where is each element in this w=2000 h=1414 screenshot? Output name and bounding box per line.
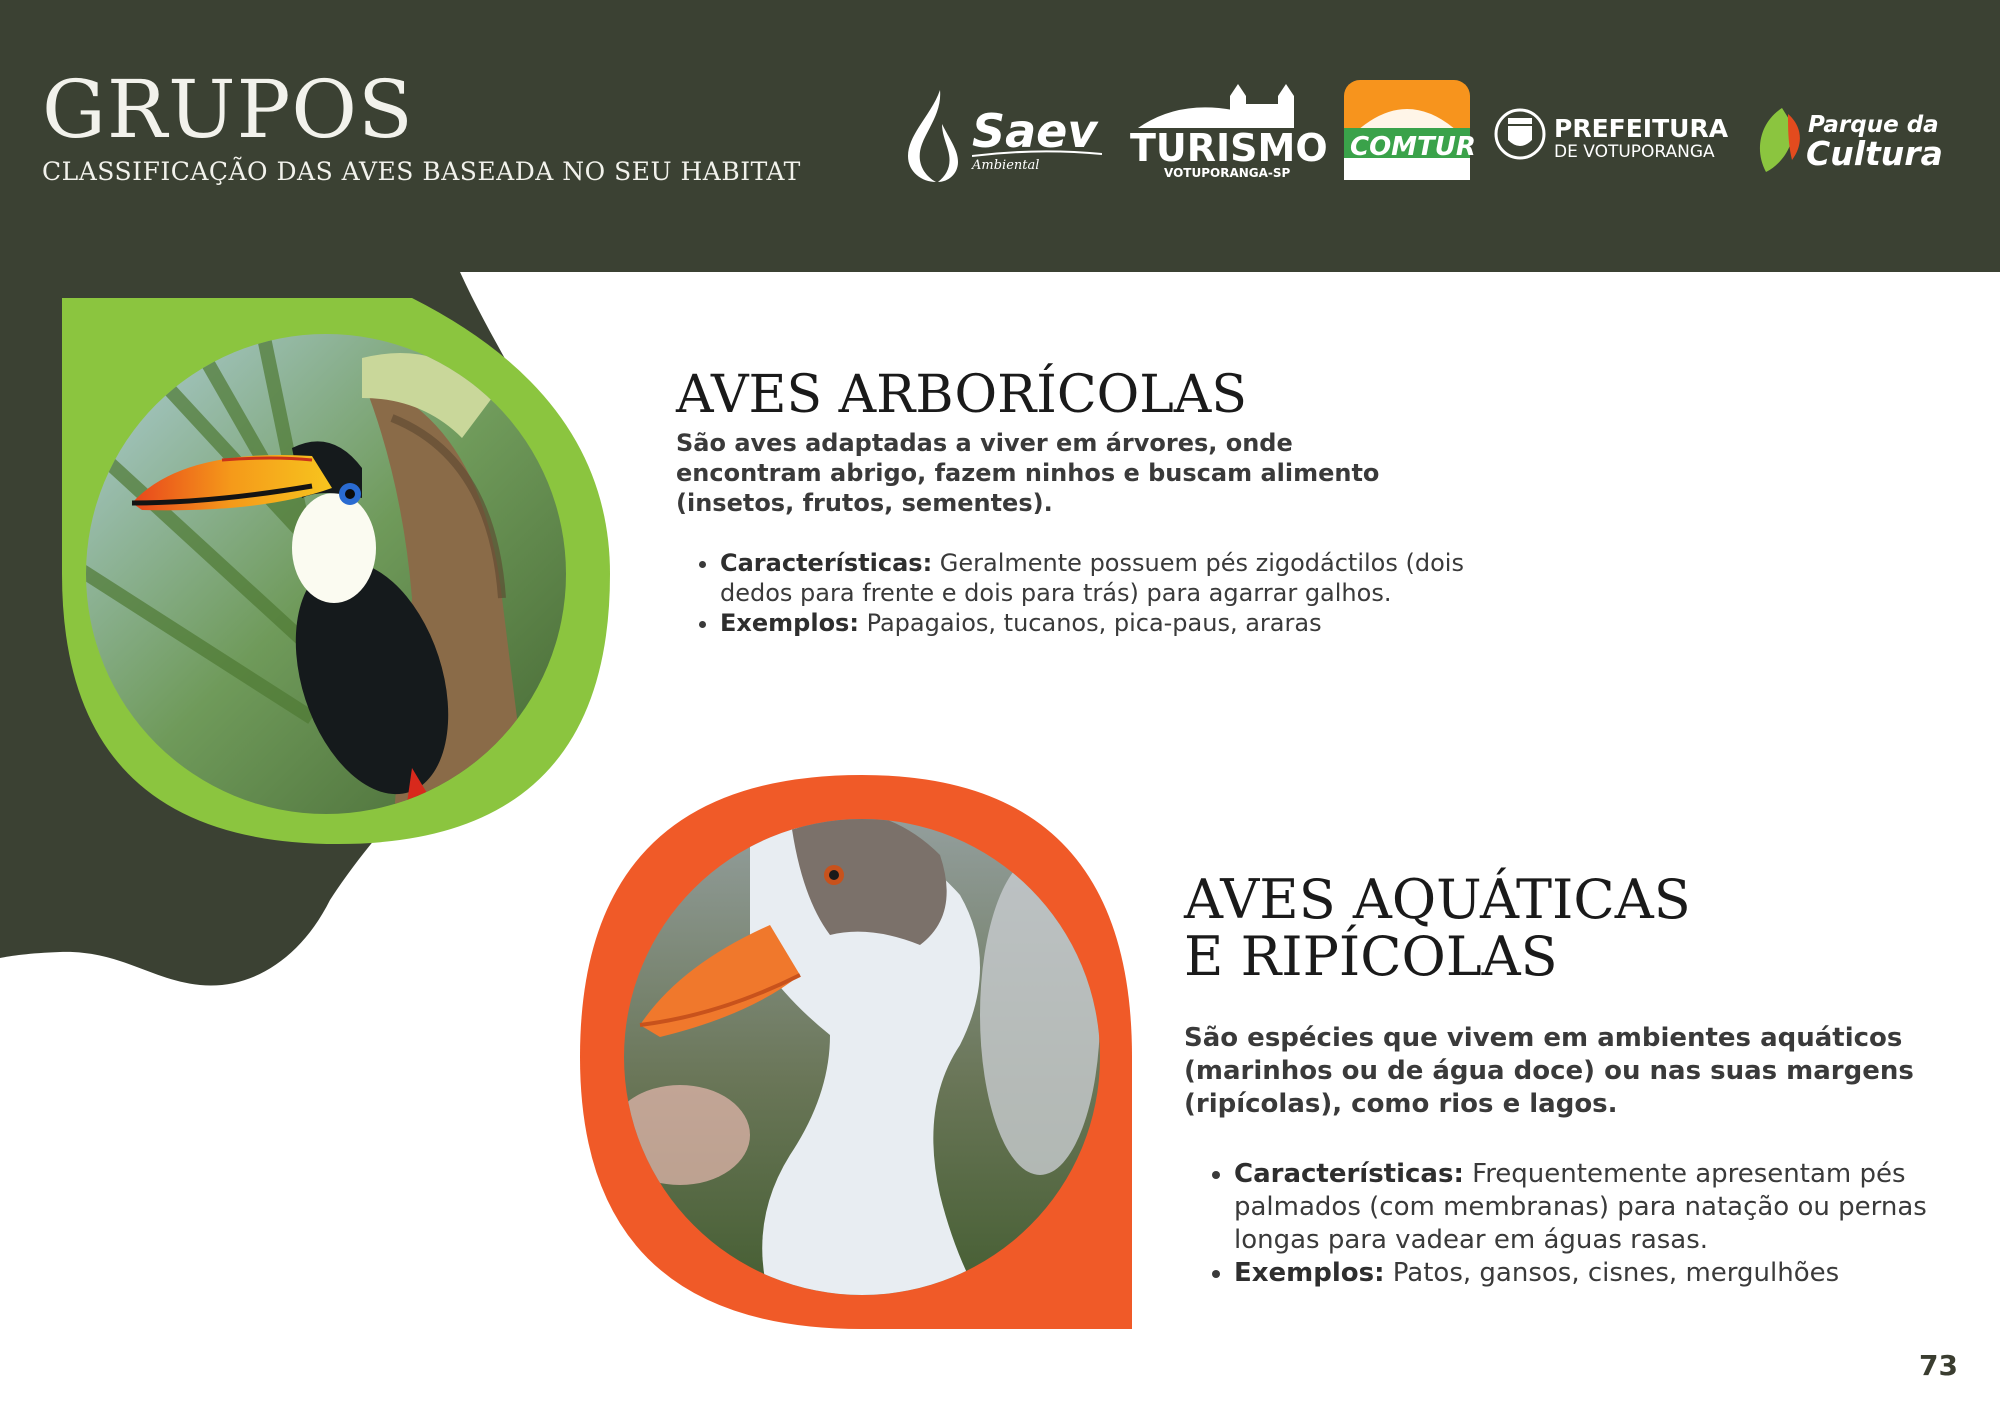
bullet-label: Características: <box>720 549 933 577</box>
section-arboricolas-bullets <box>678 548 1472 638</box>
parque-logo-line2: Cultura <box>1806 134 1943 173</box>
goose-photo <box>580 775 1132 1329</box>
page-subtitle: CLASSIFICAÇÃO DAS AVES BASEADA NO SEU HABITAT <box>42 157 801 186</box>
drop-icon <box>902 84 972 184</box>
bullet-text: Papagaios, tucanos, pica-paus, araras <box>858 609 1322 637</box>
list-item <box>720 548 1472 608</box>
comtur-badge-icon <box>1344 80 1470 180</box>
list-item <box>720 608 1472 638</box>
bullet-text: Patos, gansos, cisnes, mergulhões <box>1384 1258 1840 1288</box>
comtur-logo-name: COMTUR <box>1350 132 1476 162</box>
bullet-text: Geralmente possuem pés zigodáctilos (dois dedos para frente e dois para trás) para agarrar galhos. <box>720 549 1464 607</box>
prefeitura-logo-name: PREFEITURA <box>1554 114 1729 143</box>
page-title: GRUPOS <box>42 63 414 156</box>
section-aquaticas-title-line1: AVES AQUÁTICAS <box>1184 868 1691 931</box>
section-arboricolas-title: AVES ARBORÍCOLAS <box>676 365 1247 425</box>
turismo-logo-sub: VOTUPORANGA-SP <box>1164 166 1291 180</box>
bullet-label: Exemplos: <box>1234 1258 1385 1288</box>
bullet-text: Frequentemente apresentam pés palmados (com membranas) para natação ou pernas longas para vadear em águas rasas. <box>1234 1159 1927 1255</box>
leaf-icon <box>1752 104 1806 176</box>
page-number: 73 <box>1919 1349 1958 1382</box>
saev-logo-name: Saev <box>972 104 1098 158</box>
coat-of-arms-icon <box>1494 108 1546 160</box>
bullet-label: Características: <box>1234 1159 1464 1189</box>
parque-logo-line1: Parque da <box>1808 112 1939 138</box>
turismo-logo-name: TURISMO <box>1130 126 1328 170</box>
comtur-logo <box>1344 80 1476 180</box>
church-icon <box>1138 82 1308 130</box>
turismo-logo <box>1128 82 1328 182</box>
section-aquaticas-lead: São espécies que vivem em ambientes aquáticos (marinhos ou de água doce) ou nas suas margens (ripícolas), como rios e lagos. <box>1184 1023 1914 1119</box>
list-item <box>1234 1257 2000 1290</box>
list-item <box>1234 1158 2000 1257</box>
saev-logo-sub: Ambiental <box>972 158 1040 173</box>
section-arboricolas-lead: São aves adaptadas a viver em árvores, onde encontram abrigo, fazem ninhos e buscam alimento (insetos, frutos, sementes). <box>676 429 1380 517</box>
section-aquaticas-title-line2: E RIPÍCOLAS <box>1184 924 1558 988</box>
parque-cultura-logo <box>1752 100 1952 180</box>
section-aquaticas-title <box>1184 868 1691 988</box>
toucan-photo <box>62 298 610 844</box>
section-aquaticas-bullets <box>1192 1158 2000 1290</box>
bullet-label: Exemplos: <box>720 609 859 637</box>
prefeitura-logo <box>1494 104 1734 164</box>
prefeitura-logo-sub: DE VOTUPORANGA <box>1554 142 1715 162</box>
saev-logo <box>902 84 1102 184</box>
